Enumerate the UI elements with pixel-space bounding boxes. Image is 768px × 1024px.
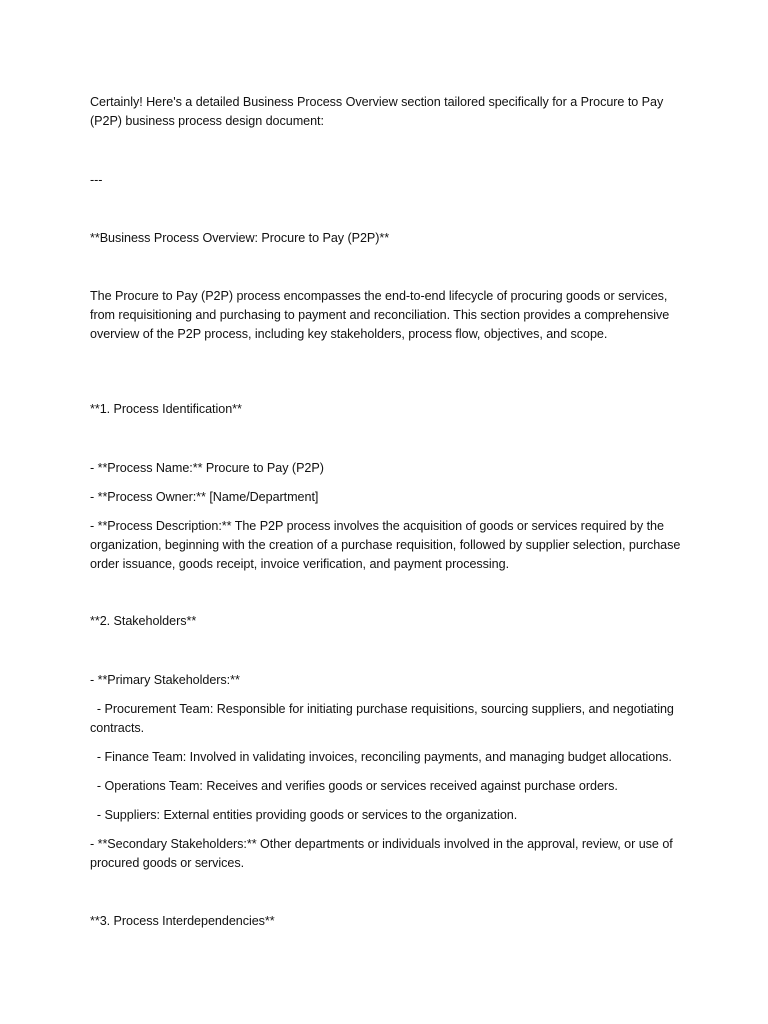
- separator-line: ---: [90, 173, 103, 187]
- section-2-title: **2. Stakeholders**: [90, 614, 197, 628]
- process-name-item: - **Process Name:** Procure to Pay (P2P): [90, 461, 324, 475]
- procurement-team-item: - Procurement Team: Responsible for initiating purchase requisitions, sourcing suppliers, and negotiating contracts.: [90, 702, 678, 735]
- section-3-title: **3. Process Interdependencies**: [90, 914, 275, 928]
- primary-stakeholders-item: - **Primary Stakeholders:**: [90, 673, 240, 687]
- suppliers-item: - Suppliers: External entities providing goods or services to the organization.: [90, 808, 518, 822]
- finance-team-item: - Finance Team: Involved in validating invoices, reconciling payments, and managing budget allocations.: [90, 750, 672, 764]
- operations-team-item: - Operations Team: Receives and verifies goods or services received against purchase orders.: [90, 779, 618, 793]
- overview-paragraph: The Procure to Pay (P2P) process encompasses the end-to-end lifecycle of procuring goods or services, from requisitioning and purchasing to payment and reconciliation. This section provides a comprehensive overview of the P2P process, including key stakeholders, process flow, objectives, and scope.: [90, 289, 670, 341]
- document-heading: **Business Process Overview: Procure to Pay (P2P)**: [90, 231, 390, 245]
- intro-paragraph: Certainly! Here's a detailed Business Process Overview section tailored specifically for a Procure to Pay (P2P) business process design document:: [90, 95, 664, 128]
- process-owner-item: - **Process Owner:** [Name/Department]: [90, 490, 319, 504]
- section-1-title: **1. Process Identification**: [90, 402, 242, 416]
- process-description-item: - **Process Description:** The P2P process involves the acquisition of goods or services required by the organization, beginning with the creation of a purchase requisition, followed by supplier selection, purchase order issuance, goods receipt, invoice verification, and payment processing.: [90, 519, 681, 571]
- secondary-stakeholders-item: - **Secondary Stakeholders:** Other departments or individuals involved in the approval, review, or use of procured goods or services.: [90, 837, 673, 870]
